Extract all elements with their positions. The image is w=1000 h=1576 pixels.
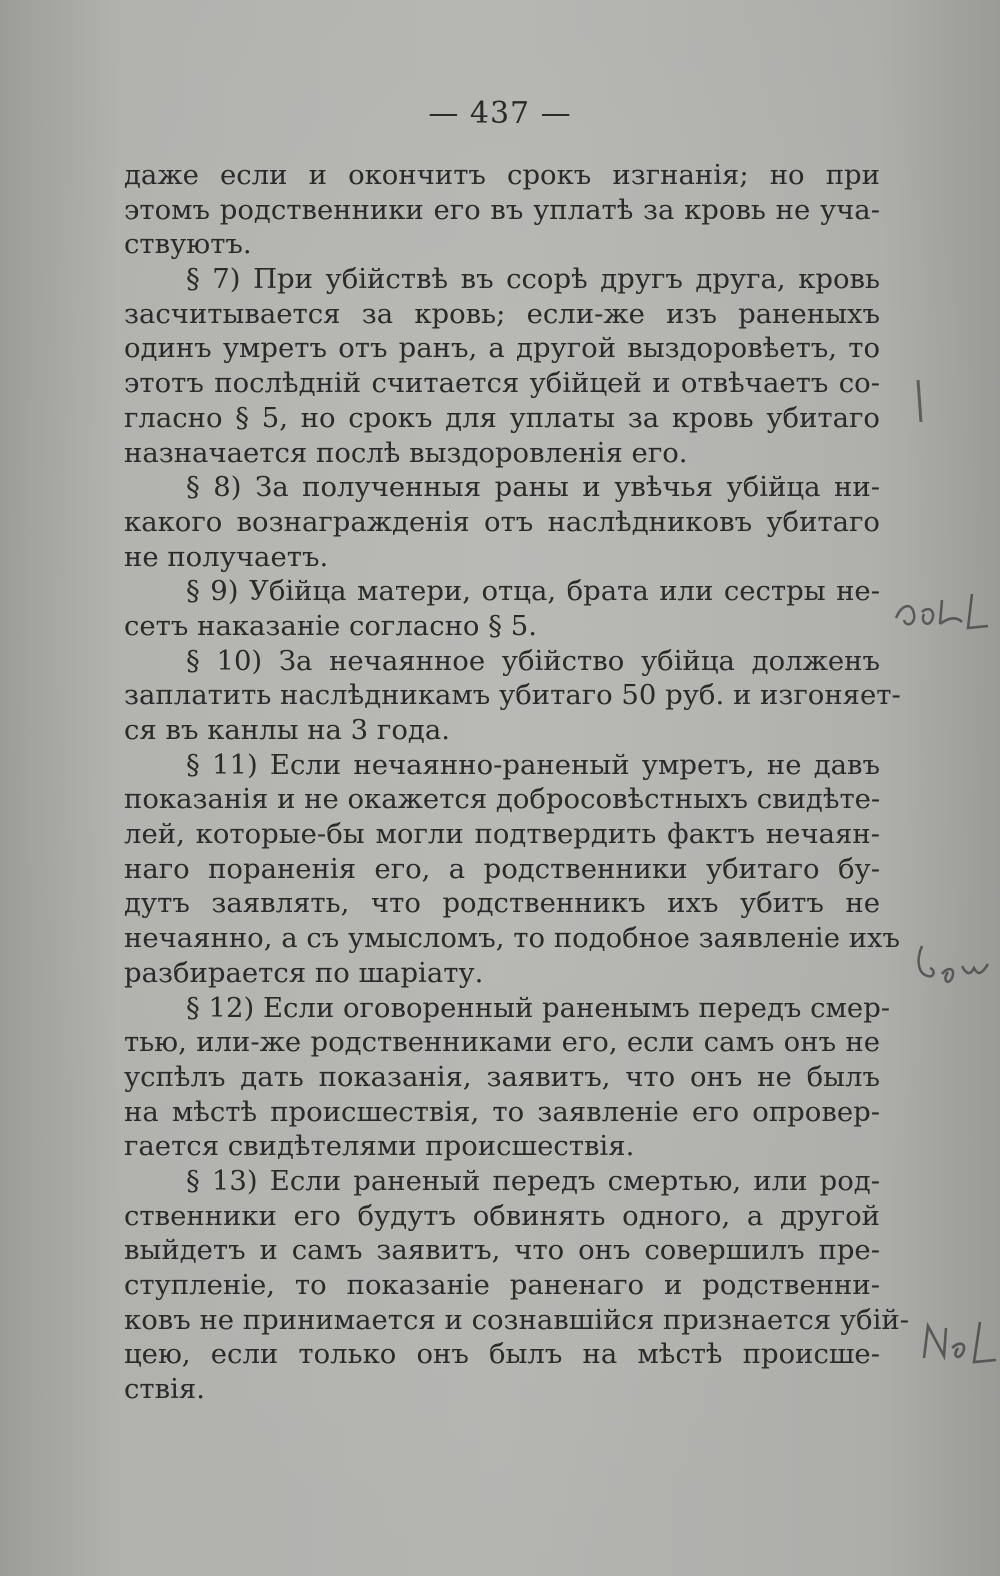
text-line: показанія и не окажется добросовѣстныхъ свидѣте- [124, 783, 881, 816]
text-line: ствія. [124, 1373, 205, 1406]
text-line: лей, которые-бы могли подтвердить фактъ нечаян- [124, 818, 880, 851]
text-line: § 8) За полученныя раны и увѣчья убійца ни- [186, 471, 880, 504]
text-line: сетъ наказаніе согласно § 5. [124, 609, 537, 642]
text-line: гласно § 5, но срокъ для уплаты за кровь убитаго [124, 401, 880, 434]
text-line: тью, или-же родственниками его, если самъ онъ не [124, 1026, 880, 1059]
text-line: § 9) Убійца матери, отца, брата или сестры не- [186, 575, 880, 608]
body-text [124, 158, 910, 1407]
text-line: нечаянно, а съ умысломъ, то подобное заявленіе ихъ [124, 922, 901, 955]
text-line: дутъ заявлять, что родственникъ ихъ убитъ не [124, 887, 880, 920]
page-number: — 437 — [428, 96, 572, 131]
margin-scribble-1 [892, 588, 992, 634]
text-line: какого вознагражденія отъ наслѣдниковъ убитаго [124, 505, 880, 538]
margin-pencil-mark [917, 380, 923, 422]
text-line: ковъ не принимается и сознавшійся признается убій- [124, 1303, 910, 1336]
text-line: заплатить наслѣдникамъ убитаго 50 руб. и изгоняет- [124, 679, 901, 712]
margin-scribble-3 [918, 1318, 998, 1368]
text-line: § 13) Если раненый передъ смертью, или род- [186, 1164, 880, 1197]
text-line: § 12) Если оговоренный раненымъ передъ смер- [186, 991, 891, 1024]
text-line: наго пораненія его, а родственники убитаго бу- [124, 852, 880, 885]
text-line: засчитывается за кровь; если-же изъ раненыхъ [124, 297, 880, 330]
text-line: одинъ умретъ отъ ранъ, а другой выздоровѣетъ, то [124, 332, 880, 365]
text-line: даже если и окончитъ срокъ изгнанія; но при [124, 159, 880, 191]
margin-scribble-2 [912, 940, 996, 992]
text-line: назначается послѣ выздоровленія его. [124, 436, 688, 469]
text-line: на мѣстѣ происшествія, то заявленіе его опровер- [124, 1095, 880, 1128]
text-line: § 10) За нечаянное убійство убійца долженъ [186, 644, 880, 677]
text-line: § 7) При убійствѣ въ ссорѣ другъ друга, кровь [186, 263, 880, 296]
text-line: выйдетъ и самъ заявитъ, что онъ совершилъ пре- [124, 1234, 880, 1267]
text-line: гается свидѣтелями происшествія. [124, 1130, 635, 1163]
text-line: успѣлъ дать показанія, заявитъ, что онъ не былъ [124, 1060, 880, 1093]
text-line: цею, если только онъ былъ на мѣстѣ происше- [124, 1338, 880, 1371]
text-line: этомъ родственники его въ уплатѣ за кровь не уча- [124, 193, 880, 226]
text-line: ствуютъ. [124, 228, 252, 261]
text-line: не получаетъ. [124, 540, 329, 573]
text-line: § 11) Если нечаянно-раненый умретъ, не давъ [186, 748, 880, 781]
text-line: ступленіе, то показаніе раненаго и родственни- [124, 1269, 880, 1301]
text-line: ся въ канлы на 3 года. [124, 714, 450, 746]
text-line: этотъ послѣдній считается убійцей и отвѣчаетъ со- [124, 367, 880, 400]
text-line: ственники его будутъ обвинять одного, а другой [124, 1199, 880, 1232]
text-line: разбирается по шаріату. [124, 956, 484, 989]
